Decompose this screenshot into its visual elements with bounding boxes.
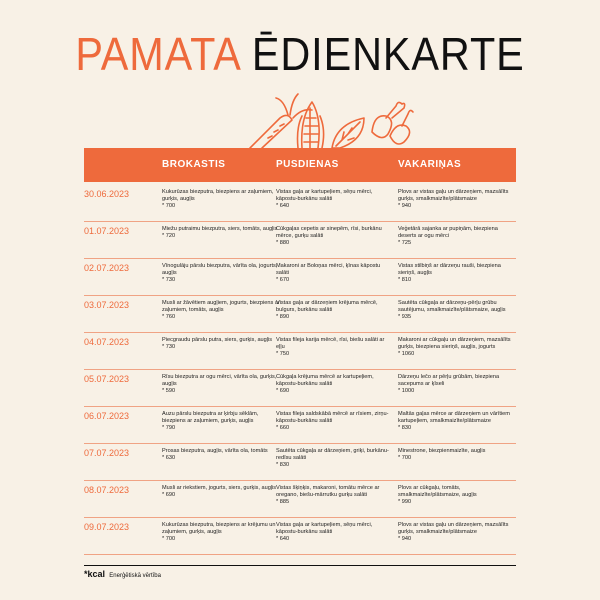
lunch-text: Vistas gaļa ar dārzeņiem krējuma mērcē, bulgurs, burkānu salāti	[276, 300, 378, 314]
dinner-cell	[398, 300, 516, 322]
breakfast-kcal: * 690	[162, 492, 176, 499]
breakfast-text: Vīnogulāju pārslu biezputra, vārīta ola, jogurts, augļis	[162, 263, 278, 277]
table-row	[84, 258, 516, 296]
row-date: 05.07.2023	[84, 374, 130, 384]
dinner-text: Sautēta cūkgaļa ar dārzeņu-pērļu grūbu sautējumu, smalkmaizīte/plātsmaize, augļis	[398, 300, 506, 314]
breakfast-cell	[162, 411, 280, 433]
lunch-text: Vistas šķiņķis, makaroni, tomātu mērce ar oregano, biešu-mārrutku gurķu salāti	[276, 485, 380, 499]
dinner-cell	[398, 485, 516, 507]
breakfast-text: Kukurūzas biezputra, biezpiens ar zaļumiem, gurķis, augļis	[162, 189, 274, 203]
lunch-cell	[276, 226, 394, 248]
lunch-kcal: * 750	[276, 351, 290, 358]
dinner-kcal: * 990	[398, 499, 412, 506]
kcal-description: Enerģētiskā vērtība	[109, 573, 161, 579]
lunch-kcal: * 690	[276, 388, 290, 395]
lunch-text: Vistas fileja saldskābā mērcē ar rīsiem, zirņu-kāpostu-burkānu salāti	[276, 411, 389, 425]
breakfast-cell	[162, 263, 280, 285]
header-breakfast: BROKASTIS	[162, 159, 226, 170]
breakfast-kcal: * 760	[162, 314, 176, 321]
title-part-1: PAMATA	[75, 28, 240, 80]
dinner-cell	[398, 522, 516, 544]
table-row	[84, 443, 516, 481]
lunch-text: Makaroni ar Boloņas mērci, ķīnas kāpostu salāti	[276, 263, 381, 277]
lunch-kcal: * 880	[276, 240, 290, 247]
lunch-text: Vistas gaļa ar kartupeļiem, sēņu mērci, kāpostu-burkānu salāti	[276, 189, 373, 203]
breakfast-kcal: * 590	[162, 388, 176, 395]
lunch-text: Sautēta cūkgaļa ar dārzeņiem, griķi, burkānu-redīsu salāti	[276, 448, 389, 462]
title-part-2: ĒDIENKARTE	[251, 28, 525, 80]
lunch-cell	[276, 300, 394, 322]
row-date: 02.07.2023	[84, 263, 130, 273]
dinner-kcal: * 935	[398, 314, 412, 321]
breakfast-kcal: * 700	[162, 536, 176, 543]
table-row	[84, 184, 516, 222]
dinner-kcal: * 725	[398, 240, 412, 247]
dinner-text: Plovs ar vistas gaļu un dārzeņiem, mazsālīts gurķis, smalkmaizīte/plātsmaize	[398, 189, 509, 203]
breakfast-text: Auzu pārslu biezputra ar ķirbju sēklām, biezpiens ar zaļumiem, gurķis, augļis	[162, 411, 259, 425]
lunch-cell	[276, 337, 394, 359]
lunch-kcal: * 640	[276, 203, 290, 210]
breakfast-kcal: * 630	[162, 455, 176, 462]
lunch-cell	[276, 448, 394, 470]
row-date: 09.07.2023	[84, 522, 130, 532]
dinner-cell	[398, 411, 516, 433]
dinner-text: Makaroni ar cūkgaļu un dārzeņiem, mazsālīts gurķis, biezpiena sieriņš, augļis, jogurts	[398, 337, 511, 351]
lunch-text: Cūkgaļas cepetis ar sinepēm, rīsi, burkānu mērce, gurķu salāti	[276, 226, 382, 240]
row-date: 30.06.2023	[84, 189, 130, 199]
dinner-text: Plovs ar vistas gaļu un dārzeņiem, mazsālīts gurķis, smalkmaizīte/plātsmaize	[398, 522, 509, 536]
breakfast-text: Piecgraudu pārslu putra, siers, gurķis, augļis	[162, 337, 273, 343]
page-title	[30, 24, 570, 84]
header-lunch: PUSDIENAS	[276, 159, 339, 170]
lunch-kcal: * 640	[276, 536, 290, 543]
dinner-kcal: * 700	[398, 455, 412, 462]
dinner-kcal: * 1000	[398, 388, 415, 395]
dinner-text: Vistas stilbiņš ar dārzeņu rauši, biezpiena sieriņš, augļis	[398, 263, 501, 277]
lunch-kcal: * 670	[276, 277, 290, 284]
dinner-text: Maltās gaļas mērce ar dārzeņiem un vārītiem kartupeļiem, smalkmaizīte/plātsmaize	[398, 411, 510, 425]
breakfast-text: Kukurūzas biezputra, biezpiens ar krējumu un zaļumiem, gurķis, augļis	[162, 522, 276, 536]
table-row	[84, 480, 516, 518]
breakfast-text: Rīsu biezputra ar ogu mērci, vārīta ola, gurķis, augļis	[162, 374, 277, 388]
kcal-label: *kcal	[84, 569, 106, 579]
dinner-kcal: * 1060	[398, 351, 415, 358]
lunch-text: Cūkgaļa krējuma mērcē ar kartupeļiem, kāpostu-burkānu salāti	[276, 374, 374, 388]
lunch-cell	[276, 411, 394, 433]
dinner-cell	[398, 448, 516, 462]
dinner-cell	[398, 263, 516, 285]
breakfast-text: Musli ar žāvētiem augļiem, jogurts, biezpiens ar zaļumiem, tomāts, augļis	[162, 300, 280, 314]
lunch-cell	[276, 374, 394, 396]
dinner-cell	[398, 189, 516, 211]
dinner-cell	[398, 226, 516, 248]
breakfast-text: Prosas biezputra, augļis, vārīta ola, tomāts	[162, 448, 268, 454]
row-date: 08.07.2023	[84, 485, 130, 495]
table-row	[84, 332, 516, 370]
table-row	[84, 406, 516, 444]
lunch-text: Vistas fileja karija mērcē, rīsi, biešu salāti ar eļļu	[276, 337, 385, 351]
table-row	[84, 221, 516, 259]
breakfast-kcal: * 730	[162, 344, 176, 351]
breakfast-kcal: * 730	[162, 277, 176, 284]
breakfast-kcal: * 700	[162, 203, 176, 210]
table-row	[84, 369, 516, 407]
lunch-kcal: * 660	[276, 425, 290, 432]
dinner-text: Veģetārā sajanka ar pupiņām, biezpiena deserts ar ogu mērci	[398, 226, 498, 240]
footer-divider	[84, 565, 516, 566]
breakfast-cell	[162, 300, 280, 322]
breakfast-cell	[162, 226, 280, 240]
row-date: 01.07.2023	[84, 226, 130, 236]
breakfast-text: Musli ar riekstiem, jogurts, siers, gurķis, augļis	[162, 485, 277, 491]
breakfast-cell	[162, 189, 280, 211]
dinner-cell	[398, 337, 516, 359]
breakfast-cell	[162, 522, 280, 544]
row-date: 03.07.2023	[84, 300, 130, 310]
lunch-text: Vistas gaļa ar kartupeļiem, sēņu mērci, kāpostu-burkānu salāti	[276, 522, 373, 536]
lunch-cell	[276, 189, 394, 211]
lunch-cell	[276, 485, 394, 507]
dinner-kcal: * 830	[398, 425, 412, 432]
lunch-kcal: * 830	[276, 462, 290, 469]
lunch-kcal: * 890	[276, 314, 290, 321]
dinner-kcal: * 940	[398, 203, 412, 210]
table-row	[84, 517, 516, 555]
breakfast-cell	[162, 337, 280, 351]
breakfast-cell	[162, 485, 280, 499]
dinner-text: Dārzeņu lečo ar pērļu grūbām, biezpiena sacepums ar ķīseli	[398, 374, 500, 388]
row-date: 07.07.2023	[84, 448, 130, 458]
header-dinner: VAKARIŅAS	[398, 159, 462, 170]
dinner-cell	[398, 374, 516, 396]
footer-note	[84, 569, 161, 579]
breakfast-cell	[162, 448, 280, 462]
table-row	[84, 295, 516, 333]
table-header	[84, 148, 516, 182]
vegetables-illustration-icon	[240, 88, 415, 150]
lunch-cell	[276, 263, 394, 285]
breakfast-kcal: * 720	[162, 233, 176, 240]
row-date: 04.07.2023	[84, 337, 130, 347]
breakfast-text: Miežu putraimu biezputra, siers, tomāts, augļis	[162, 226, 278, 232]
breakfast-cell	[162, 374, 280, 396]
dinner-kcal: * 940	[398, 536, 412, 543]
lunch-cell	[276, 522, 394, 544]
lunch-kcal: * 885	[276, 499, 290, 506]
dinner-text: Plovs ar cūkgaļu, tomāts, smalkmaizīte/plātsmaize, augļis	[398, 485, 477, 499]
dinner-kcal: * 810	[398, 277, 412, 284]
row-date: 06.07.2023	[84, 411, 130, 421]
breakfast-kcal: * 790	[162, 425, 176, 432]
dinner-text: Minestrone, biezpienmaizīte, augļis	[398, 448, 486, 454]
